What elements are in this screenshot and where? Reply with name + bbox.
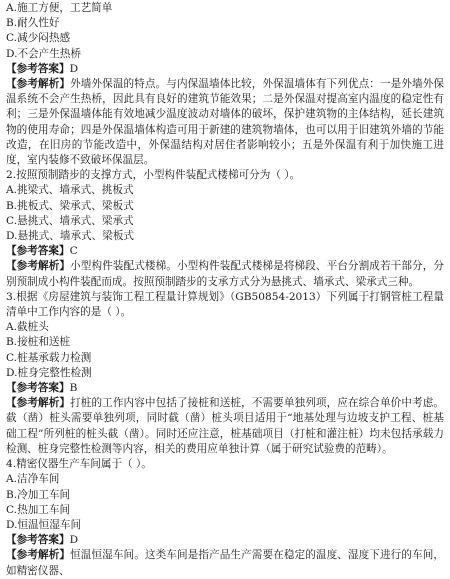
analysis-label: 【参考解析】 xyxy=(6,397,71,410)
question-1-tail xyxy=(6,1,444,168)
option-d: D.悬挑式、墙承式、梁板式 xyxy=(6,230,135,243)
option-b: B.冷加工车间 xyxy=(6,488,71,501)
answer-label: 【参考答案】 xyxy=(6,382,70,395)
option-a: A.施工方便，工艺简单 xyxy=(6,2,113,14)
question-2 xyxy=(6,168,444,290)
option-c: C.热加工车间 xyxy=(6,503,71,516)
option-b: B.挑板式、梁承式、梁板式 xyxy=(6,199,134,212)
analysis-paragraph xyxy=(6,548,444,578)
analysis-text: 打桩的工作内容中包括了接桩和送桩，不需要单独列项，应在综合单价中考虑。截（凿）桩头需要单独列项，同时截（凿）桩头项目适用于“地基处理与边坡支护工程、桩基础工程”所列桩的桩头截（凿）。同时还应注意，桩基础项目（打桩和灌注桩）均未包括承载力检测、桩身完整性检测等内容，相关的费用应单独计算（属于研究试验费的范畴）。 xyxy=(6,397,445,455)
option-c: C.悬挑式、墙承式、梁承式 xyxy=(6,214,134,227)
option-b: B.耐久性好 xyxy=(6,17,60,30)
answer-line xyxy=(6,533,444,548)
analysis-text: 小型构件装配式楼梯。小型构件装配式楼梯是将梯段、平台分割成若干部分，分别预制成小构件装配而成。按照预制踏步的支承方式分为悬挑式、墙承式、梁承式三种。 xyxy=(6,260,445,288)
option-d: D.恒温恒湿车间 xyxy=(6,518,82,531)
option-c: C.桩基承载力检测 xyxy=(6,351,92,364)
question-stem: 4.精密仪器生产车间属于（ ）。 xyxy=(6,458,152,471)
answer-value: C xyxy=(69,245,78,258)
answer-label: 【参考答案】 xyxy=(6,245,70,258)
answer-value: D xyxy=(69,62,79,75)
option-b: B.接桩和送桩 xyxy=(6,336,71,349)
analysis-paragraph xyxy=(6,259,444,289)
answer-label: 【参考答案】 xyxy=(6,62,70,75)
analysis-paragraph xyxy=(6,77,444,168)
analysis-label: 【参考解析】 xyxy=(6,549,71,562)
answer-line xyxy=(6,381,444,396)
answer-value: D xyxy=(69,534,79,547)
option-a: A.截桩头 xyxy=(6,321,49,334)
question-stem: 2.按照预制踏步的支撑方式，小型构件装配式楼梯可分为（ ）。 xyxy=(6,169,301,182)
option-a: A.挑梁式、墙承式、挑板式 xyxy=(6,184,134,197)
answer-line xyxy=(6,244,444,259)
analysis-text: 恒温恒湿车间。这类车间是指产品生产需要在稳定的温度、湿度下进行的车间，如精密仪器、 xyxy=(6,549,445,577)
analysis-label: 【参考解析】 xyxy=(6,78,71,91)
analysis-text: 外墙外保温的特点。与内保温墙体比较，外保温墙体有下列优点：一是外墙外保温系统不会产生热桥，因此具有良好的建筑节能效果；二是外保温对提高室内温度的稳定性有利；三是外保温墙体能有效地减少温度波动对墙体的破坏，保护建筑物的主体结构，延长建筑物的使用寿命；四是外保温墙体构造可用于新建的建筑物墙体，也可以用于旧建筑外墙的节能改造，在旧房的节能改造中，外保温结构对居住者影响较小；五是外保温有利于加快施工进度，室内装修不致破坏保温层。 xyxy=(6,78,445,167)
question-3 xyxy=(6,290,444,457)
answer-value: B xyxy=(69,382,78,395)
option-a: A.洁净车间 xyxy=(6,473,60,486)
question-4 xyxy=(6,457,444,579)
analysis-label: 【参考解析】 xyxy=(6,260,71,273)
answer-label: 【参考答案】 xyxy=(6,534,70,547)
answer-line xyxy=(6,62,444,77)
question-stem: 3.根据《房屋建筑与装饰工程工程量计算规划》（GB50854-2013）下列属于打钢管桩工程量清单中工作内容的是（ ）。 xyxy=(6,290,444,319)
analysis-paragraph xyxy=(6,396,444,457)
option-c: C.减少闷热感 xyxy=(6,32,71,45)
option-d: D.不会产生热桥 xyxy=(6,47,82,60)
option-d: D.桩身完整性检测 xyxy=(6,366,92,379)
